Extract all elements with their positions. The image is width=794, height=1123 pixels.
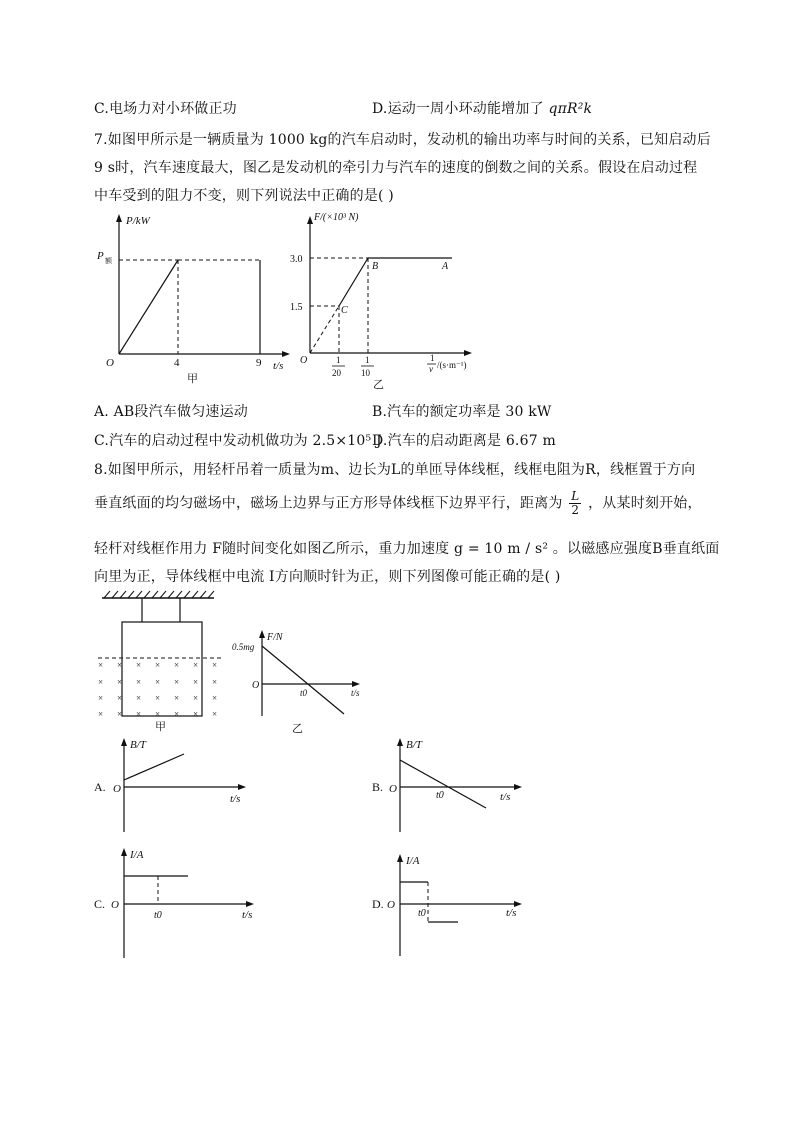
q7-yi-point-a: A	[442, 261, 449, 272]
q8-yi-force-line	[262, 646, 344, 714]
svg-text:×: ×	[193, 677, 199, 687]
q8-graph-c-ylabel: I/A	[130, 849, 144, 861]
svg-text:×: ×	[193, 660, 199, 670]
q6-option-c: C.电场力对小环做正功	[94, 101, 237, 117]
q8-stem-line3: 轻杆对线框作用力 F随时间变化如图乙所示，重力加速度 g = 10 m / s² 。以磁感应强度B垂直纸面	[94, 541, 720, 557]
q8-yi-x-arrow-icon	[352, 681, 360, 687]
svg-text:×: ×	[98, 709, 104, 719]
svg-text:×: ×	[136, 693, 142, 703]
q8-yi-xlabel: t/s	[351, 688, 360, 698]
q7-stem-line1: 7.如图甲所示是一辆质量为 1000 kg的汽车启动时，发动机的输出功率与时间的关系，已知启动后	[94, 132, 711, 148]
svg-text:×: ×	[212, 709, 218, 719]
svg-text:×: ×	[117, 660, 123, 670]
svg-text:×: ×	[98, 660, 104, 670]
svg-text:×: ×	[212, 693, 218, 703]
q8-stem-line4: 向里为正，导体线框中电流 I方向顺时针为正，则下列图像可能正确的是( )	[94, 569, 561, 585]
q7-yi-x-arrow-icon	[464, 350, 472, 356]
q8-stem-line1: 8.如图甲所示，用轻杆吊着一质量为m、边长为L的单匝导体线框，线框电阻为R，线框置于方向	[94, 462, 696, 478]
svg-text:×: ×	[155, 709, 161, 719]
q7-yi-xlabel-num: 1	[430, 353, 435, 363]
q8-figure-jia	[94, 588, 234, 734]
q8-yi-caption: 乙	[292, 723, 303, 735]
q8-graph-c-t0: t0	[154, 910, 162, 921]
q8-graph-d-y-arrow-icon	[397, 854, 403, 862]
svg-text:×: ×	[174, 709, 180, 719]
svg-text:×: ×	[155, 677, 161, 687]
svg-text:×: ×	[136, 660, 142, 670]
q7-yi-tick2-num: 1	[365, 355, 370, 365]
q7-yi-origin: O	[300, 355, 308, 366]
q8-fraction-den: 2	[571, 503, 580, 517]
svg-text:×: ×	[174, 677, 180, 687]
q8-yi-t0: t0	[300, 688, 308, 698]
svg-text:×: ×	[117, 677, 123, 687]
q8-jia-ceiling-hatch	[104, 591, 214, 598]
q8-graph-a-label: A.	[94, 780, 106, 794]
q7-stem-line2: 9 s时，汽车速度最大，图乙是发动机的牵引力与汽车的速度的倒数之间的关系。假设在启动过程	[94, 160, 698, 176]
q8-graph-b-t0: t0	[436, 790, 444, 801]
q8-stem-line2	[94, 490, 702, 517]
q8-yi-ytick: 0.5mg	[232, 642, 255, 652]
q8-graph-a-line	[124, 754, 184, 780]
q8-graph-d	[372, 852, 532, 958]
q7-figure-jia	[92, 212, 302, 392]
q8-jia-square-frame	[122, 622, 202, 716]
q7-jia-caption: 甲	[187, 373, 198, 385]
q8-graph-d-origin: O	[387, 899, 395, 911]
svg-text:×: ×	[98, 677, 104, 687]
q7-jia-xlabel: t/s	[273, 360, 284, 372]
q7-jia-tick-4: 4	[174, 357, 180, 369]
q7-figure-yi	[282, 206, 482, 391]
q7-jia-p-sub: 额	[105, 257, 112, 265]
q6-option-d-text: D.运动一周小环动能增加了	[372, 101, 544, 117]
q8-graph-c	[94, 846, 264, 964]
q8-graph-d-label: D.	[372, 897, 384, 911]
svg-text:×: ×	[193, 709, 199, 719]
q8-fraction	[569, 490, 581, 517]
q8-graph-b	[372, 736, 532, 836]
q7-yi-point-b: B	[372, 261, 379, 272]
q8-jia-field-crosses	[98, 660, 217, 719]
q7-yi-cb-line	[339, 258, 368, 306]
q8-graph-b-origin: O	[389, 783, 397, 795]
q8-graph-b-ylabel: B/T	[406, 739, 422, 751]
q8-graph-a-y-arrow-icon	[121, 738, 127, 746]
q8-yi-y-arrow-icon	[259, 630, 265, 638]
q7-yi-caption: 乙	[373, 379, 384, 391]
q7-jia-tick-9: 9	[256, 357, 262, 369]
svg-text:×: ×	[136, 677, 142, 687]
q7-yi-tick-1.5: 1.5	[290, 302, 303, 313]
q7-option-b: B.汽车的额定功率是 30 kW	[372, 404, 552, 420]
q8-graph-c-y-arrow-icon	[121, 848, 127, 856]
q8-stem-line2-post: ，从某时刻开始，	[588, 495, 702, 512]
q7-yi-point-c: C	[341, 305, 348, 316]
svg-text:×: ×	[117, 709, 123, 719]
q8-graph-a-x-arrow-icon	[238, 784, 246, 790]
q7-jia-p-label: P	[97, 250, 104, 262]
q7-jia-ramp-line	[119, 260, 178, 354]
q8-graph-c-xlabel: t/s	[242, 909, 253, 921]
q8-graph-b-y-arrow-icon	[397, 738, 403, 746]
q7-jia-ylabel: P/kW	[126, 215, 150, 227]
q8-graph-b-x-arrow-icon	[514, 784, 522, 790]
q8-graph-a-ylabel: B/T	[130, 739, 146, 751]
q8-graph-d-ylabel: I/A	[406, 855, 420, 867]
q8-graph-b-xlabel: t/s	[500, 791, 511, 803]
svg-text:×: ×	[155, 660, 161, 670]
q8-jia-caption: 甲	[155, 721, 166, 733]
svg-text:×: ×	[212, 677, 218, 687]
q7-yi-y-arrow-icon	[307, 216, 313, 224]
q8-graph-c-label: C.	[94, 897, 106, 911]
q8-figure-yi	[230, 628, 370, 740]
q7-yi-tick1-num: 1	[336, 355, 341, 365]
q8-graph-d-t0: t0	[418, 908, 426, 919]
svg-text:×: ×	[212, 660, 218, 670]
q7-yi-dash-origin-c	[310, 306, 339, 353]
q7-yi-xlabel-den: v	[429, 364, 433, 374]
svg-text:×: ×	[174, 660, 180, 670]
q7-yi-xlabel-unit: /(s·m⁻¹)	[437, 360, 467, 370]
svg-text:×: ×	[193, 693, 199, 703]
q8-graph-a	[94, 736, 254, 836]
q8-graph-b-label: B.	[372, 780, 384, 794]
q7-option-a: A. AB段汽车做匀速运动	[94, 404, 249, 420]
q7-yi-tick1-den: 20	[332, 368, 341, 378]
svg-text:×: ×	[117, 693, 123, 703]
q7-yi-ylabel: F/(×10³ N)	[314, 212, 359, 223]
q8-stem-line2-pre: 垂直纸面的均匀磁场中，磁场上边界与正方形导体线框下边界平行，距离为	[94, 495, 563, 512]
svg-text:×: ×	[155, 693, 161, 703]
q8-graph-c-origin: O	[111, 899, 119, 911]
q8-yi-ylabel: F/N	[267, 632, 283, 643]
svg-text:×: ×	[98, 693, 104, 703]
q8-graph-a-origin: O	[113, 783, 121, 795]
q8-fraction-num: L	[571, 489, 580, 503]
q7-yi-tick2-den: 10	[361, 368, 370, 378]
q7-option-d: D.汽车的启动距离是 6.67 m	[372, 433, 556, 449]
q6-option-d	[372, 98, 592, 118]
q8-yi-origin: O	[252, 680, 260, 691]
q8-graph-d-xlabel: t/s	[506, 907, 517, 919]
q8-graph-c-x-arrow-icon	[246, 901, 254, 907]
q7-stem-line3: 中车受到的阻力不变，则下列说法中正确的是( )	[94, 188, 394, 204]
q7-jia-y-arrow-icon	[116, 214, 122, 222]
q7-jia-origin: O	[106, 357, 114, 369]
q7-option-c: C.汽车的启动过程中发动机做功为 2.5×10⁵ J	[94, 433, 382, 449]
svg-text:×: ×	[136, 709, 142, 719]
svg-text:×: ×	[174, 693, 180, 703]
q6-option-d-formula: qπR²k	[548, 101, 593, 117]
q8-graph-a-xlabel: t/s	[230, 793, 241, 805]
q7-yi-tick-3: 3.0	[290, 254, 303, 265]
